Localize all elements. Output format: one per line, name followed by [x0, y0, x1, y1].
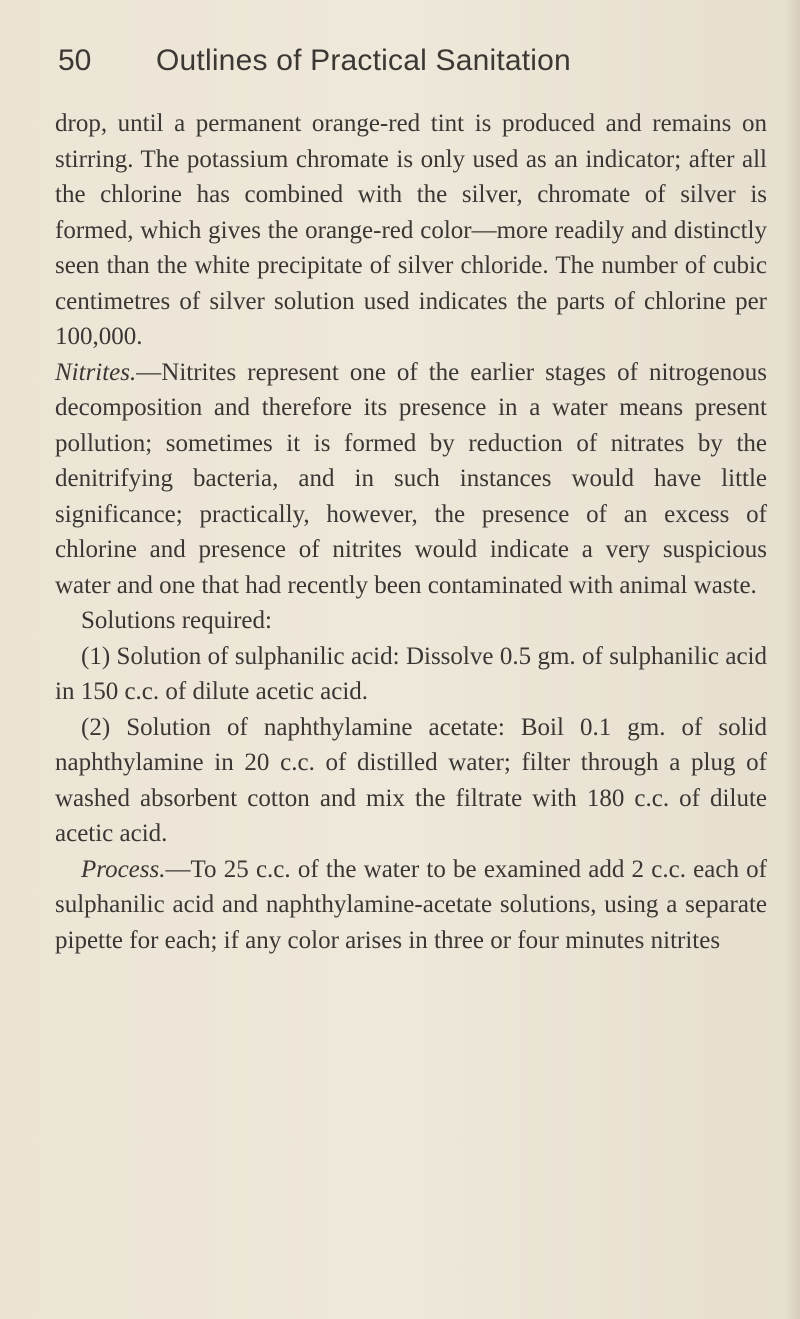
paragraph-solution-2 [55, 710, 767, 852]
page-header [58, 44, 758, 92]
paragraph-process-text: —To 25 c.c. of the water to be examined add 2 c.c. each of sulphanilic acid and naphthylamine-acetate solutions, using a separate pipette for each; if any color arises in three or four minutes nitrites [55, 855, 767, 954]
solution-1-text: (1) Solution of sulphanilic acid: Dissolve 0.5 gm. of sulphanilic acid in 150 c.c. of dilute acetic acid. [55, 642, 767, 705]
paragraph-chlorine-end: drop, until a permanent orange-red tint is produced and remains on stirring. The potassium chromate is only used as an indicator; after all the chlorine has combined with the silver, chromate of silver is formed, which gives the orange-red color—more readily and distinctly seen than the white precipitate of silver chloride. The number of cubic centimetres of silver solution used indicates the parts of chlorine per 100,000. [55, 110, 767, 350]
page-edge-shadow [786, 0, 800, 1319]
paragraph-nitrites [55, 355, 767, 604]
body-text [55, 106, 767, 958]
page-number: 50 [58, 44, 92, 77]
section-label-nitrites: Nitrites. [55, 358, 137, 386]
running-title: Outlines of Practical Sanitation [156, 44, 571, 77]
paragraph-solutions-required: Solutions required: [81, 607, 272, 634]
paragraph-solution-1 [55, 639, 767, 710]
section-label-process: Process. [81, 855, 166, 883]
solution-2-text: (2) Solution of naphthylamine acetate: Boil 0.1 gm. of solid naphthylamine in 20 c.c. of distilled water; filter through a plug of washed absorbent cotton and mix the filtrate with 180 c.c. of dilute acetic acid. [55, 713, 767, 847]
paragraph-process [55, 852, 767, 959]
paragraph-nitrites-text: —Nitrites represent one of the earlier stages of nitrogenous decomposition and therefore its presence in a water means present pollution; sometimes it is formed by reduction of nitrates by the denitrifying bacteria, and in such instances would have little significance; practically, however, the presence of an excess of chlorine and presence of nitrites would indicate a very suspicious water and one that had recently been contaminated with animal waste. [55, 358, 767, 599]
